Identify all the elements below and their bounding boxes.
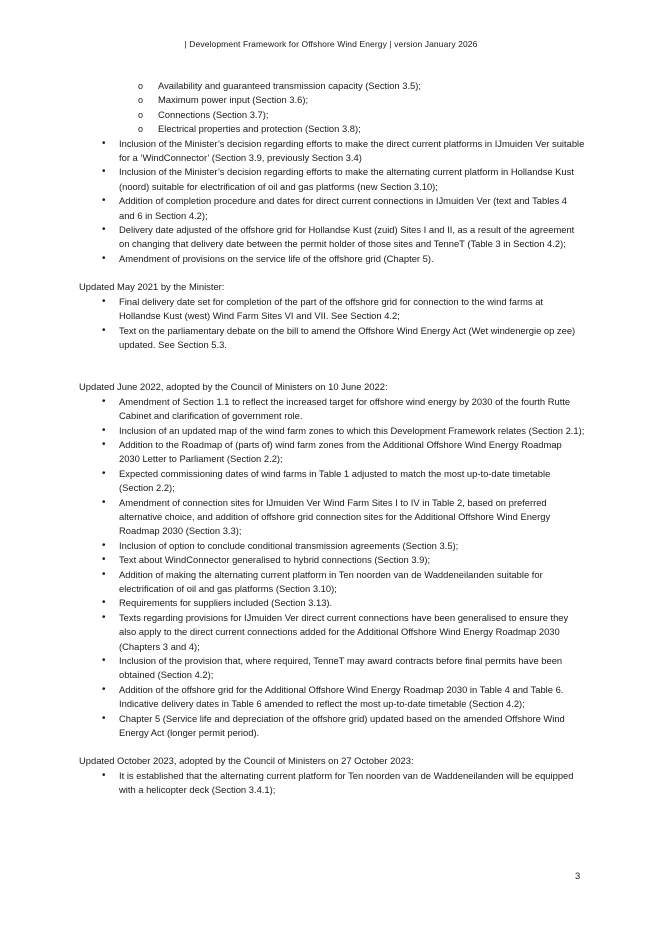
bullet-marker: • xyxy=(102,295,106,307)
list-item-text: Connections (Section 3.7); xyxy=(158,108,269,120)
bullet-marker: • xyxy=(102,611,106,623)
bullet-marker: • xyxy=(102,395,106,407)
list-item-text: Final delivery date set for completion of the part of the offshore grid for connection to the wind farms at Hollandse Kust (west) Wind Farm Sites VI and VII. See Section 4.2; xyxy=(119,295,544,322)
page-number: 3 xyxy=(575,870,581,881)
bullet-marker: • xyxy=(102,252,106,264)
sub-list-item xyxy=(79,79,585,93)
list-item xyxy=(79,568,585,597)
bullet-marker: • xyxy=(102,166,106,178)
list-item-text: It is established that the alternating current platform for Ten noorden van de Waddeneilanden will be equipped with a helicopter deck (Section 3.4.1); xyxy=(119,769,574,796)
list-item-text: Chapter 5 (Service life and depreciation of the offshore grid) updated based on the amended Offshore Wind Energy Act (longer permit period). xyxy=(119,712,565,739)
list-item xyxy=(79,769,585,798)
bullet-marker: • xyxy=(102,467,106,479)
bullet-marker: • xyxy=(102,224,106,236)
sub-list-item xyxy=(79,122,585,136)
list-item-text: Maximum power input (Section 3.6); xyxy=(158,94,309,106)
change-list-october-2023 xyxy=(79,769,585,798)
list-item xyxy=(79,596,585,610)
list-item-text: Inclusion of the provision that, where required, TenneT may award contracts before final permits have been obtained (Section 4.2); xyxy=(119,655,563,681)
bullet-marker: • xyxy=(102,568,106,580)
list-item-text: Addition to the Roadmap of (parts of) wind farm zones from the Additional Offshore Wind Energy Roadmap 2030 Letter to Parliament (Section 2.2); xyxy=(119,438,562,465)
section-heading-october-2023: Updated October 2023, adopted by the Council of Ministers on 27 October 2023: xyxy=(79,755,414,767)
list-item-text: Inclusion of the Minister’s decision regarding efforts to make the direct current platforms in IJmuiden Ver suitable for a ‘WindConnector’ (Section 3.9, previously Section 3.4) xyxy=(119,137,585,164)
sub-bullet-list xyxy=(79,79,585,137)
list-item-text: Expected commissioning dates of wind farms in Table 1 adjusted to match the most up-to-date timetable (Section 2.2); xyxy=(119,467,551,494)
running-header: | Development Framework for Offshore Wind Energy | version January 2026 xyxy=(184,39,478,49)
bullet-marker: • xyxy=(102,195,106,207)
list-item-text: Amendment of Section 1.1 to reflect the increased target for offshore wind energy by 2030 of the fourth Rutte Cabinet and clarification of government role. xyxy=(119,395,571,422)
list-item xyxy=(79,424,585,438)
list-item xyxy=(79,683,585,712)
list-item xyxy=(79,712,585,741)
bullet-marker: o xyxy=(138,81,144,91)
bullet-marker: • xyxy=(102,539,106,551)
list-item-text: Text about WindConnector generalised to hybrid connections (Section 3.9); xyxy=(119,554,431,566)
list-item-text: Texts regarding provisions for IJmuiden Ver direct current connections have been generalised to ensure they also apply to the direct current connections added for the Additional Offshore Wind Energy Roadmap 2030 (Chapters 3 and 4); xyxy=(119,611,569,652)
list-item xyxy=(79,438,585,467)
bullet-marker: • xyxy=(102,137,106,149)
list-item xyxy=(79,165,585,194)
bullet-marker: o xyxy=(138,95,144,106)
sub-list-item xyxy=(79,93,585,107)
list-item xyxy=(79,223,585,252)
list-item xyxy=(79,467,585,496)
list-item-text: Addition of completion procedure and dates for direct current connections in IJmuiden Ver (text and Tables 4 and 6 in Section 4.2); xyxy=(119,195,568,221)
bullet-marker: • xyxy=(102,655,106,667)
list-item-text: Inclusion of the Minister’s decision regarding efforts to make the alternating current platform in Hollandse Kust (noord) suitable for electrification of oil and gas platforms (new Section 3.10); xyxy=(119,166,574,192)
list-item-text: Amendment of connection sites for IJmuiden Ver Wind Farm Sites I to IV in Table 2, based on preferred alternative choice, and addition of offshore grid connection sites for the Additional Offshore Wind Energy Roadmap 2030 (Section 3.3); xyxy=(119,496,551,537)
list-item xyxy=(79,252,585,266)
list-item xyxy=(79,194,585,223)
bullet-marker: • xyxy=(102,438,106,450)
change-list-continued xyxy=(79,137,585,267)
bullet-marker: o xyxy=(138,109,144,120)
list-item-text: Electrical properties and protection (Section 3.8); xyxy=(158,123,361,135)
bullet-marker: • xyxy=(102,324,106,336)
change-list-may-2021 xyxy=(79,295,585,353)
bullet-marker: • xyxy=(102,424,106,436)
bullet-marker: • xyxy=(102,597,106,609)
list-item-text: Availability and guaranteed transmission capacity (Section 3.5); xyxy=(158,80,421,91)
list-item xyxy=(79,611,585,654)
change-list-june-2022 xyxy=(79,395,585,741)
bullet-marker: o xyxy=(138,124,144,135)
bullet-marker: • xyxy=(102,554,106,566)
section-heading-june-2022: Updated June 2022, adopted by the Council of Ministers on 10 June 2022: xyxy=(79,381,388,393)
list-item-text: Requirements for suppliers included (Section 3.13). xyxy=(119,597,333,609)
list-item-text: Delivery date adjusted of the offshore grid for Hollandse Kust (zuid) Sites I and II, as a result of the agreement on changing that delivery date between the permit holder of those sites and TenneT (Table 3 in Section 4.2); xyxy=(119,224,575,250)
list-item-text: Addition of the offshore grid for the Additional Offshore Wind Energy Roadmap 2030 in Table 4 and Table 6. Indicative delivery dates in Table 6 amended to reflect the most up-to-date timetable (Section 4.2); xyxy=(119,683,564,710)
bullet-marker: • xyxy=(102,496,106,508)
list-item-text: Inclusion of option to conclude conditional transmission agreements (Section 3.5); xyxy=(119,539,459,551)
bullet-marker: • xyxy=(102,712,106,724)
list-item-text: Addition of making the alternating current platform in Ten noorden van de Waddeneilanden suitable for electrification of oil and gas platforms (Section 3.10); xyxy=(119,568,543,594)
list-item xyxy=(79,395,585,424)
list-item-text: Inclusion of an updated map of the wind farm zones to which this Development Framework relates (Section 2.1); xyxy=(119,424,585,436)
list-item xyxy=(79,137,585,166)
list-item-text: Amendment of provisions on the service life of the offshore grid (Chapter 5). xyxy=(119,252,434,264)
list-item xyxy=(79,295,585,324)
list-item xyxy=(79,496,585,539)
sub-list-item xyxy=(79,108,585,122)
list-item xyxy=(79,324,585,353)
bullet-marker: • xyxy=(102,769,106,781)
list-item-text: Text on the parliamentary debate on the bill to amend the Offshore Wind Energy Act (Wet windenergie op zee) updated. See Section 5.3. xyxy=(119,324,576,350)
page-content xyxy=(79,79,585,798)
list-item xyxy=(79,553,585,567)
list-item xyxy=(79,654,585,683)
bullet-marker: • xyxy=(102,683,106,695)
section-heading-may-2021: Updated May 2021 by the Minister: xyxy=(79,281,225,293)
list-item xyxy=(79,539,585,553)
